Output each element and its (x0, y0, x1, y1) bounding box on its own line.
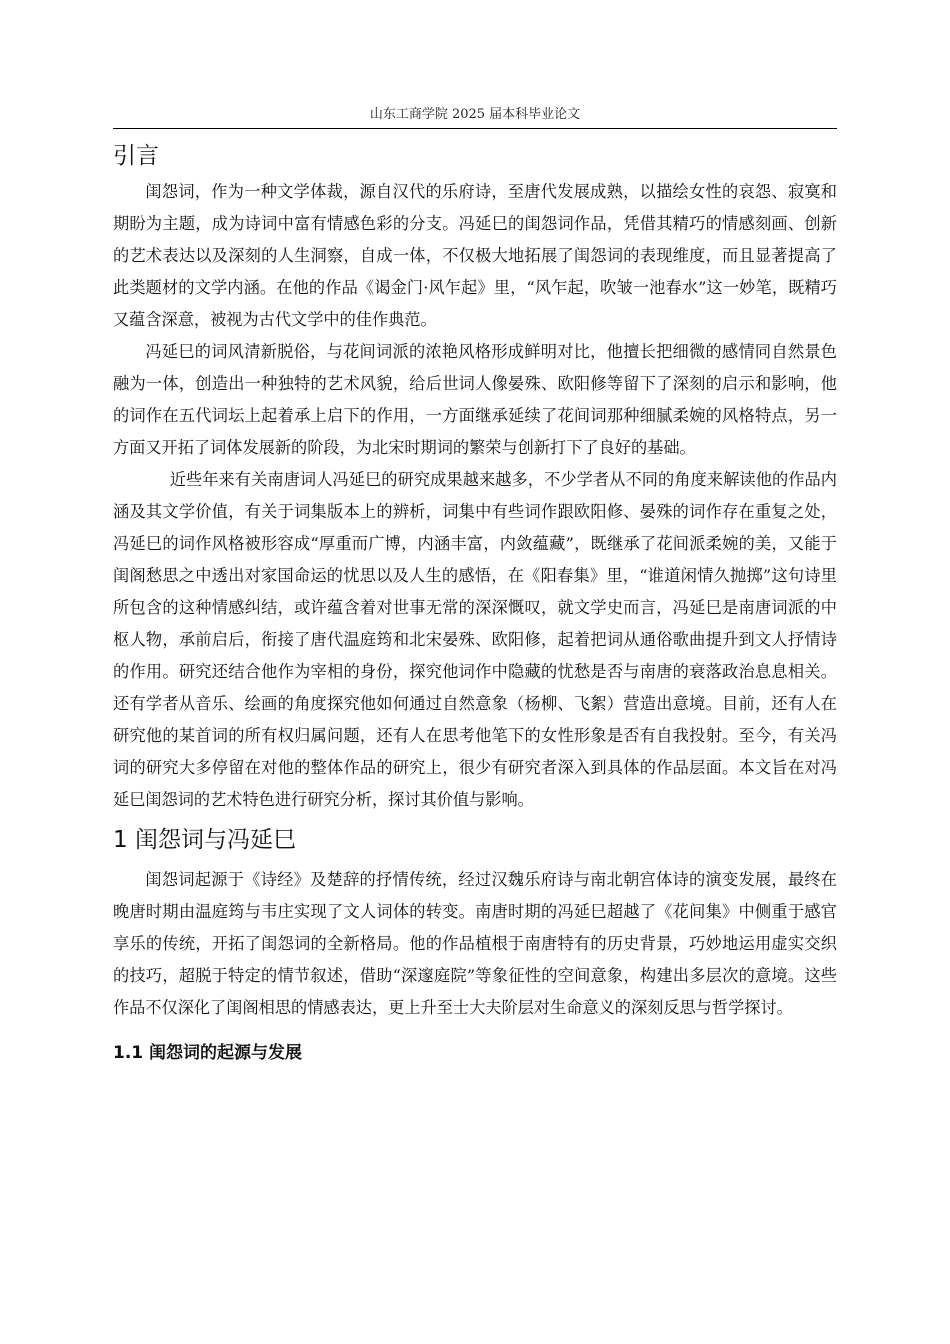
intro-paragraph-3: 近些年来有关南唐词人冯延巳的研究成果越来越多，不少学者从不同的角度来解读他的作品内涵及其文学价值，有关于词集版本上的辨析，词集中有些词作跟欧阳修、晏殊的词作存在重复之处，冯延巳的词作风格被形容成“厚重而广博，内涵丰富，内敛蕴藏”，既继承了花间派柔婉的美，又能于闺阁愁思之中透出对家国命运的忧思以及人生的感悟，在《阳春集》里，“谁道闲情久抛掷”这句诗里所包含的这种情感纠结，或许蕴含着对世事无常的深深慨叹，就文学史而言，冯延巳是南唐词派的中枢人物，承前启后，衔接了唐代温庭筠和北宋晏殊、欧阳修，起着把词从通俗歌曲提升到文人抒情诗的作用。研究还结合他作为宰相的身份，探究他词作中隐藏的忧愁是否与南唐的衰落政治息息相关。还有学者从音乐、绘画的角度探究他如何通过自然意象（杨柳、飞絮）营造出意境。目前，还有人在研究他的某首词的所有权归属问题，还有人在思考他笔下的女性形象是否有自我投射。至今，有关冯词的研究大多停留在对他的整体作品的研究上，很少有研究者深入到具体的作品层面。本文旨在对冯延巳闺怨词的艺术特色进行研究分析，探讨其价值与影响。 (113, 470, 837, 809)
chapter-1-paragraph-1: 闺怨词起源于《诗经》及楚辞的抒情传统，经过汉魏乐府诗与南北朝宫体诗的演变发展，最终在晚唐时期由温庭筠与韦庄实现了文人词体的转变。南唐时期的冯延巳超越了《花间集》中侧重于感官享乐的传统，开拓了闺怨词的全新格局。他的作品植根于南唐特有的历史背景，巧妙地运用虚实交织的技巧，超脱于特定的情节叙述，借助“深邃庭院”等象征性的空间意象，构建出多层次的意境。这些作品不仅深化了闺阁相思的情感表达，更上升至士大夫阶层对生命意义的深刻反思与哲学探讨。 (113, 870, 837, 1017)
running-header: 山东工商学院 2025 届本科毕业论文 (369, 107, 581, 122)
header-rule (113, 128, 837, 129)
intro-heading: 引言 (113, 143, 159, 169)
chapter-1-heading: 1 闺怨词与冯延巳 (113, 827, 296, 853)
intro-paragraph-2: 冯延巳的词风清新脱俗，与花间词派的浓艳风格形成鲜明对比，他擅长把细微的感情同自然景色融为一体，创造出一种独特的艺术风貌，给后世词人像晏殊、欧阳修等留下了深刻的启示和影响，他的词作在五代词坛上起着承上启下的作用，一方面继承延续了花间词那种细腻柔婉的风格特点，另一方面又开拓了词体发展新的阶段，为北宋时期词的繁荣与创新打下了良好的基础。 (113, 342, 837, 457)
page-content (113, 136, 837, 1068)
section-1-1-heading: 1.1 闺怨词的起源与发展 (113, 1043, 303, 1063)
intro-paragraph-1: 闺怨词，作为一种文学体裁，源自汉代的乐府诗，至唐代发展成熟，以描绘女性的哀怨、寂寞和期盼为主题，成为诗词中富有情感色彩的分支。冯延巳的闺怨词作品，凭借其精巧的情感刻画、创新的艺术表达以及深刻的人生洞察，自成一体，不仅极大地拓展了闺怨词的表现维度，而且显著提高了此类题材的文学内涵。在他的作品《谒金门·风乍起》里，“风乍起，吹皱一池春水”这一妙笔，既精巧又蕴含深意，被视为古代文学中的佳作典范。 (113, 182, 837, 329)
